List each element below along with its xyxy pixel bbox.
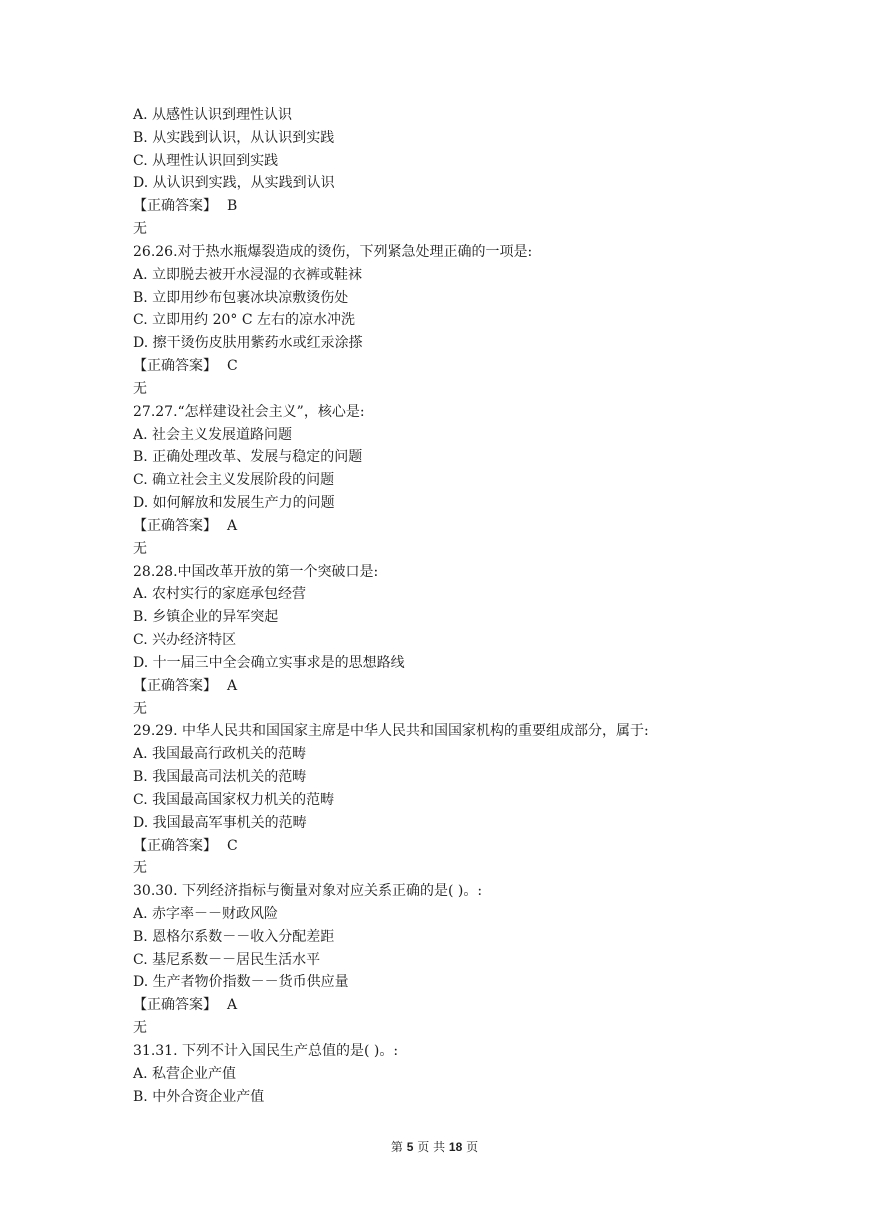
answer-label: 【正确答案】 [133, 997, 217, 1014]
note-line: 无 [133, 1020, 147, 1037]
answer-line [133, 355, 823, 378]
option-line: D. 从认识到实践，从实践到认识 [133, 175, 335, 192]
answer-line [133, 515, 823, 538]
note-line: 无 [133, 380, 147, 397]
answer-label: 【正确答案】 [133, 837, 217, 854]
option-line: C. 我国最高国家权力机关的范畴 [133, 791, 335, 808]
option-line: B. 立即用纱布包裹冰块凉敷烫伤处 [133, 289, 349, 306]
answer-value: B [227, 198, 238, 215]
option-line: D. 如何解放和发展生产力的问题 [133, 495, 335, 512]
question-line: 31.31. 下列不计入国民生产总值的是( )。: [133, 1042, 399, 1059]
document-body [133, 104, 823, 1108]
option-line: B. 从实践到认识，从认识到实践 [133, 129, 335, 146]
answer-label: 【正确答案】 [133, 358, 217, 375]
option-line: C. 立即用约 20° C 左右的凉水冲洗 [133, 312, 355, 329]
option-line: C. 确立社会主义发展阶段的问题 [133, 472, 335, 489]
note-line: 无 [133, 540, 147, 557]
option-line: A. 赤字率－－财政风险 [133, 905, 279, 922]
note-line: 无 [133, 221, 147, 238]
option-line: A. 我国最高行政机关的范畴 [133, 746, 307, 763]
footer-page-number: 5 [406, 1140, 414, 1154]
question-line: 29.29. 中华人民共和国国家主席是中华人民共和国国家机构的重要组成部分，属于: [133, 723, 649, 740]
footer-prefix: 第 [390, 1140, 403, 1154]
option-line: D. 我国最高军事机关的范畴 [133, 814, 307, 831]
option-line: B. 我国最高司法机关的范畴 [133, 769, 307, 786]
option-line: A. 从感性认识到理性认识 [133, 107, 293, 123]
question-line: 27.27.“怎样建设社会主义”，核心是: [133, 403, 365, 420]
footer-suffix: 页 [466, 1140, 479, 1154]
option-line: C. 基尼系数－－居民生活水平 [133, 951, 321, 968]
option-line: D. 生产者物价指数－－货币供应量 [133, 974, 349, 991]
question-line: 28.28.中国改革开放的第一个突破口是: [133, 563, 379, 580]
answer-label: 【正确答案】 [133, 517, 217, 534]
answer-label: 【正确答案】 [133, 677, 217, 694]
answer-line [133, 675, 823, 698]
option-line: B. 中外合资企业产值 [133, 1088, 265, 1105]
option-line: A. 社会主义发展道路问题 [133, 426, 293, 443]
answer-value: A [227, 997, 238, 1014]
question-line: 26.26.对于热水瓶爆裂造成的烫伤，下列紧急处理正确的一项是: [133, 243, 533, 260]
note-line: 无 [133, 860, 147, 877]
answer-line [133, 994, 823, 1017]
option-line: C. 从理性认识回到实践 [133, 152, 279, 169]
option-line: A. 立即脱去被开水浸湿的衣裤或鞋袜 [133, 266, 363, 283]
option-line: B. 乡镇企业的异军突起 [133, 609, 279, 626]
answer-line [133, 195, 823, 218]
answer-line [133, 835, 823, 858]
option-line: C. 兴办经济特区 [133, 632, 237, 649]
option-line: B. 恩格尔系数－－收入分配差距 [133, 928, 335, 945]
footer-total-pages: 18 [448, 1140, 463, 1154]
option-line: A. 私营企业产值 [133, 1065, 237, 1082]
option-line: D. 十一届三中全会确立实事求是的思想路线 [133, 654, 405, 671]
question-line: 30.30. 下列经济指标与衡量对象对应关系正确的是( )。: [133, 883, 483, 900]
note-line: 无 [133, 700, 147, 717]
answer-value: C [227, 358, 238, 375]
footer-middle: 页 共 [417, 1140, 446, 1154]
option-line: D. 擦干烫伤皮肤用紫药水或红汞涂搽 [133, 335, 363, 352]
answer-label: 【正确答案】 [133, 198, 217, 215]
answer-value: A [227, 517, 238, 534]
option-line: B. 正确处理改革、发展与稳定的问题 [133, 449, 363, 466]
page-footer [0, 1138, 869, 1155]
answer-value: C [227, 837, 238, 854]
option-line: A. 农村实行的家庭承包经营 [133, 586, 307, 603]
answer-value: A [227, 677, 238, 694]
